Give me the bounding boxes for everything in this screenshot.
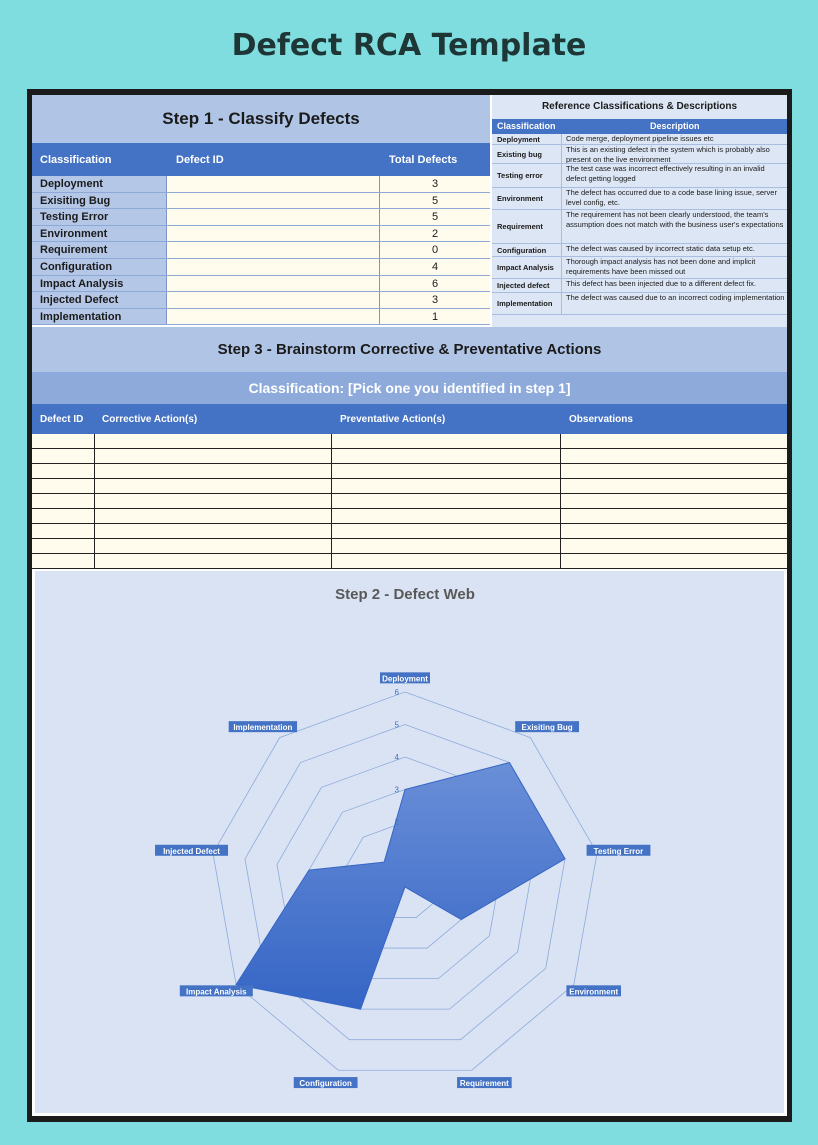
defect-id-cell[interactable] [167, 226, 380, 242]
reference-key: Existing bug [492, 145, 562, 163]
tick-label: 3 [394, 785, 399, 795]
category-label: Configuration [299, 1079, 352, 1089]
tick-label: 4 [394, 753, 399, 762]
chart-title: Step 2 - Defect Web [335, 586, 475, 603]
step3-title: Step 3 - Brainstorm Corrective & Preventative Actions [32, 327, 787, 372]
reference-description: The defect has occurred due to a code base lining issue, server level config, etc. [566, 188, 777, 207]
reference-row [492, 210, 787, 244]
tick-label: 2 [394, 818, 399, 827]
defect-class-row [32, 226, 490, 243]
total-defects-header: Total Defects [389, 154, 458, 166]
reference-description: This defect has been injected due to a different defect fix. [566, 279, 756, 288]
action-row[interactable] [32, 449, 787, 464]
class-label: Requirement [32, 242, 167, 258]
category-label: Impact Analysis [185, 987, 247, 997]
reference-description: The defect was caused due to an incorrect coding implementation [566, 293, 785, 302]
defect-class-row [32, 309, 490, 326]
class-label: Implementation [32, 309, 167, 325]
defect-id-cell[interactable] [167, 309, 380, 325]
reference-header-row [492, 119, 787, 134]
defect-class-row [32, 176, 490, 193]
defect-id-cell[interactable] [167, 276, 380, 292]
reference-row [492, 134, 787, 145]
reference-description: The defect was caused by incorrect static data setup etc. [566, 244, 755, 253]
total-defects-cell[interactable]: 5 [380, 193, 490, 209]
reference-row [492, 164, 787, 188]
template-sheet [27, 89, 792, 1122]
action-row[interactable] [32, 524, 787, 539]
total-defects-cell[interactable]: 2 [380, 226, 490, 242]
total-defects-cell[interactable]: 4 [380, 259, 490, 275]
reference-description: This is an existing defect in the system which is probably also present on the live environment [566, 145, 770, 163]
step1-table [32, 176, 490, 325]
defect-class-row [32, 292, 490, 309]
reference-table [492, 134, 787, 315]
reference-key: Testing error [492, 164, 562, 187]
reference-key: Injected defect [492, 279, 562, 292]
total-defects-cell[interactable]: 5 [380, 209, 490, 225]
category-label: Requirement [459, 1079, 509, 1089]
defect-web-chart [35, 571, 784, 1113]
reference-row [492, 145, 787, 164]
class-label: Configuration [32, 259, 167, 275]
ref-classification-header: Classification [497, 121, 556, 131]
data-area [236, 763, 565, 1010]
defect-class-row [32, 209, 490, 226]
step1-section [32, 95, 490, 327]
defect-id-cell[interactable] [167, 209, 380, 225]
category-label: Exisiting Bug [521, 723, 573, 733]
step3-header-row [32, 404, 787, 434]
total-defects-cell[interactable]: 6 [380, 276, 490, 292]
action-row[interactable] [32, 494, 787, 509]
page-title: Defect RCA Template [231, 28, 587, 63]
defect-class-row [32, 242, 490, 259]
action-row[interactable] [32, 479, 787, 494]
category-label: Injected Defect [163, 846, 220, 856]
category-label: Environment [569, 987, 619, 997]
class-label: Testing Error [32, 209, 167, 225]
step1-title: Step 1 - Classify Defects [32, 95, 490, 143]
step3-classification-select[interactable]: Classification: [Pick one you identified in step 1] [32, 372, 787, 404]
step3-table [32, 434, 787, 569]
action-row[interactable] [32, 464, 787, 479]
tick-label: 6 [394, 688, 399, 697]
radar-svg [35, 571, 784, 1113]
preventative-header: Preventative Action(s) [340, 414, 446, 425]
defect-id-cell[interactable] [167, 193, 380, 209]
reference-key: Environment [492, 188, 562, 209]
total-defects-cell[interactable]: 3 [380, 292, 490, 308]
defect-id-cell[interactable] [167, 259, 380, 275]
reference-description: The test case was incorrect effectively resulting in an invalid defect getting logged [566, 164, 765, 183]
category-label: Deployment [382, 674, 428, 684]
reference-panel [490, 95, 787, 327]
category-label: Implementation [233, 723, 293, 733]
observations-header: Observations [569, 414, 633, 425]
reference-description: Thorough impact analysis has not been done and implicit requirements have been missed out [566, 257, 756, 276]
defect-class-row [32, 276, 490, 293]
defect-id-cell[interactable] [167, 292, 380, 308]
reference-key: Deployment [492, 134, 562, 144]
reference-description: The requirement has not been clearly understood, the team's assumption does not match with the business user's expectations [566, 210, 784, 229]
reference-key: Configuration [492, 244, 562, 256]
reference-key: Requirement [492, 210, 562, 243]
reference-row [492, 293, 787, 315]
class-label: Exisiting Bug [32, 193, 167, 209]
class-label: Impact Analysis [32, 276, 167, 292]
class-label: Environment [32, 226, 167, 242]
action-row[interactable] [32, 509, 787, 524]
reference-row [492, 244, 787, 257]
total-defects-cell[interactable]: 0 [380, 242, 490, 258]
defect-class-row [32, 193, 490, 210]
classification-header: Classification [40, 154, 112, 166]
tick-label: 5 [394, 720, 399, 730]
action-row[interactable] [32, 434, 787, 449]
class-label: Injected Defect [32, 292, 167, 308]
defect-class-row [32, 259, 490, 276]
reference-row [492, 188, 787, 210]
corrective-header: Corrective Action(s) [102, 414, 198, 425]
defect-id-header: Defect ID [176, 154, 224, 166]
reference-key: Impact Analysis [492, 257, 562, 278]
reference-title: Reference Classifications & Descriptions [541, 101, 738, 112]
total-defects-cell[interactable]: 3 [380, 176, 490, 192]
class-label: Deployment [32, 176, 167, 192]
reference-row [492, 257, 787, 279]
ref-description-header: Description [650, 121, 700, 131]
reference-key: Implementation [492, 293, 562, 314]
category-label: Testing Error [593, 846, 644, 856]
action-row[interactable] [32, 554, 787, 569]
defect-id-cell[interactable] [167, 176, 380, 192]
total-defects-cell[interactable]: 1 [380, 309, 490, 325]
defect-id-cell[interactable] [167, 242, 380, 258]
step1-header-row [32, 143, 490, 176]
s3-defect-id-header: Defect ID [40, 414, 84, 425]
reference-row [492, 279, 787, 293]
action-row[interactable] [32, 539, 787, 554]
reference-description: Code merge, deployment pipeline issues etc [566, 134, 714, 143]
